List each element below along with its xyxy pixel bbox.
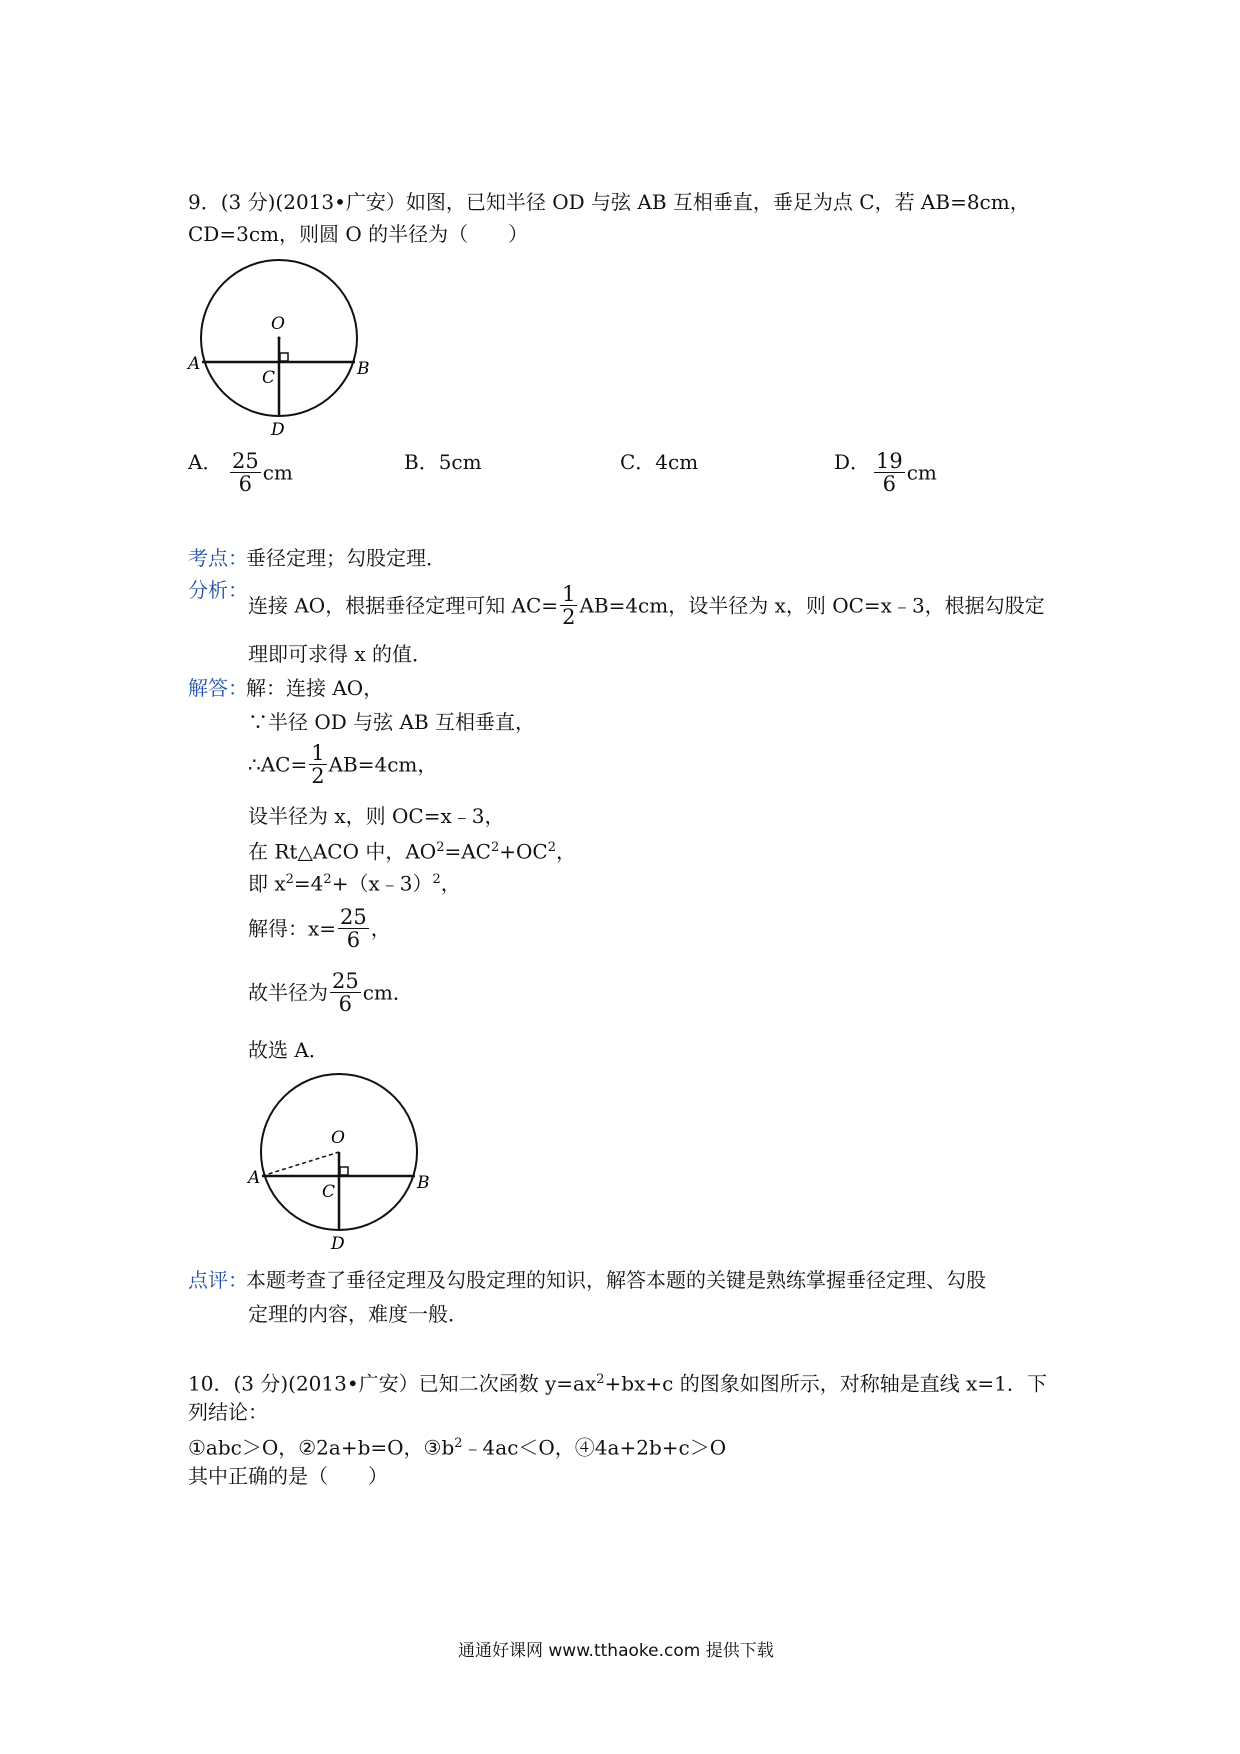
q10-line1: 10．(3 分)(2013•广安）已知二次函数 $y=ax^2+bx+c$ 的图象如图所示，对称轴是直线 x=1．下 bbox=[188, 1371, 1047, 1396]
right-angle-mark bbox=[280, 353, 288, 361]
q10-line2: 列结论： bbox=[188, 1400, 268, 1424]
solution-step4: 设半径为 x，则 OC=x﹣3， bbox=[248, 804, 505, 828]
step8-fraction: $\frac{25}{6}$ bbox=[332, 969, 359, 1016]
label-o-2: O bbox=[331, 1128, 345, 1148]
kaodian-text: 垂径定理；勾股定理． bbox=[246, 546, 446, 570]
dianping-line1: 本题考查了垂径定理及勾股定理的知识，解答本题的关键是熟练掌握垂径定理、勾股 bbox=[246, 1268, 986, 1292]
step7-fraction: $\frac{25}{6}$ bbox=[340, 905, 367, 952]
fenxi-line1: 连接 AO，根据垂径定理可知 AC= $\frac{1}{2}$ AB=4cm，设半径为 x，则 OC=x﹣3，根据勾股定 bbox=[248, 582, 1045, 629]
right-angle-mark-2 bbox=[340, 1167, 348, 1175]
fenxi-fraction: $\frac{1}{2}$ bbox=[562, 582, 576, 629]
solution-step7: 解得：x= $\frac{25}{6}$ ， bbox=[248, 905, 391, 952]
step3-fraction: $\frac{1}{2}$ bbox=[311, 741, 325, 788]
label-d-2: D bbox=[331, 1234, 345, 1254]
solution-step2: ∵半径 OD 与弦 AB 互相垂直， bbox=[248, 710, 536, 734]
q10-line3: ①abc＞O，②2a+b=O，$③b^2﹣4ac<O$，④4a+2b+c＞O bbox=[188, 1435, 727, 1460]
dianping-label: 点评： bbox=[188, 1268, 248, 1292]
option-a: A． bbox=[188, 450, 223, 474]
option-c: C．4cm bbox=[620, 450, 699, 474]
q9-stem-line1: 9．(3 分)(2013•广安）如图，已知半径 OD 与弦 AB 互相垂直，垂足为点 C，若 AB=8cm， bbox=[188, 190, 1030, 214]
solution-step8: 故半径为 $\frac{25}{6}$ cm． bbox=[248, 969, 413, 1016]
solution-step9: 故选 A． bbox=[248, 1038, 329, 1062]
q9-circle-figure bbox=[186, 252, 376, 442]
label-d: D bbox=[271, 420, 285, 440]
label-b-2: B bbox=[417, 1173, 430, 1193]
dianping-line2: 定理的内容，难度一般． bbox=[248, 1302, 468, 1326]
option-a-value: $\frac{25}{6}$ cm bbox=[232, 449, 293, 496]
label-o: O bbox=[271, 314, 285, 334]
option-d-fraction: $\frac{19}{6}$ bbox=[876, 449, 903, 496]
q10-line4: 其中正确的是（ ） bbox=[188, 1464, 388, 1488]
fenxi-label: 分析： bbox=[188, 578, 248, 602]
label-b: B bbox=[357, 359, 370, 379]
option-d: D． bbox=[834, 450, 871, 474]
q9-solution-figure bbox=[246, 1066, 436, 1256]
q9-stem-line2: CD=3cm，则圆 O 的半径为（ ） bbox=[188, 222, 529, 246]
option-b: B．5cm bbox=[404, 450, 482, 474]
label-c-2: C bbox=[322, 1182, 336, 1202]
option-d-value: $\frac{19}{6}$ cm bbox=[876, 449, 937, 496]
label-a-2: A bbox=[248, 1168, 261, 1188]
label-a: A bbox=[188, 354, 201, 374]
option-a-fraction: $\frac{25}{6}$ bbox=[232, 449, 259, 496]
kaodian-label: 考点： bbox=[188, 546, 248, 570]
solution-step5: 在 Rt△ACO 中，$AO^2=AC^2+OC^2$， bbox=[248, 839, 577, 864]
solution-step3: ∴AC= $\frac{1}{2}$ AB=4cm， bbox=[248, 741, 438, 788]
jieda-label: 解答： bbox=[188, 676, 248, 700]
dashed-ao bbox=[262, 1152, 339, 1176]
solution-step6: 即 $x^2=4^2+(x﹣3)^2$， bbox=[248, 871, 461, 896]
page-footer: 通通好课网 www.tthaoke.com 提供下载 bbox=[458, 1641, 774, 1661]
label-c: C bbox=[262, 368, 276, 388]
fenxi-line2: 理即可求得 x 的值． bbox=[248, 642, 432, 666]
solution-step1: 解：连接 AO， bbox=[246, 676, 384, 700]
